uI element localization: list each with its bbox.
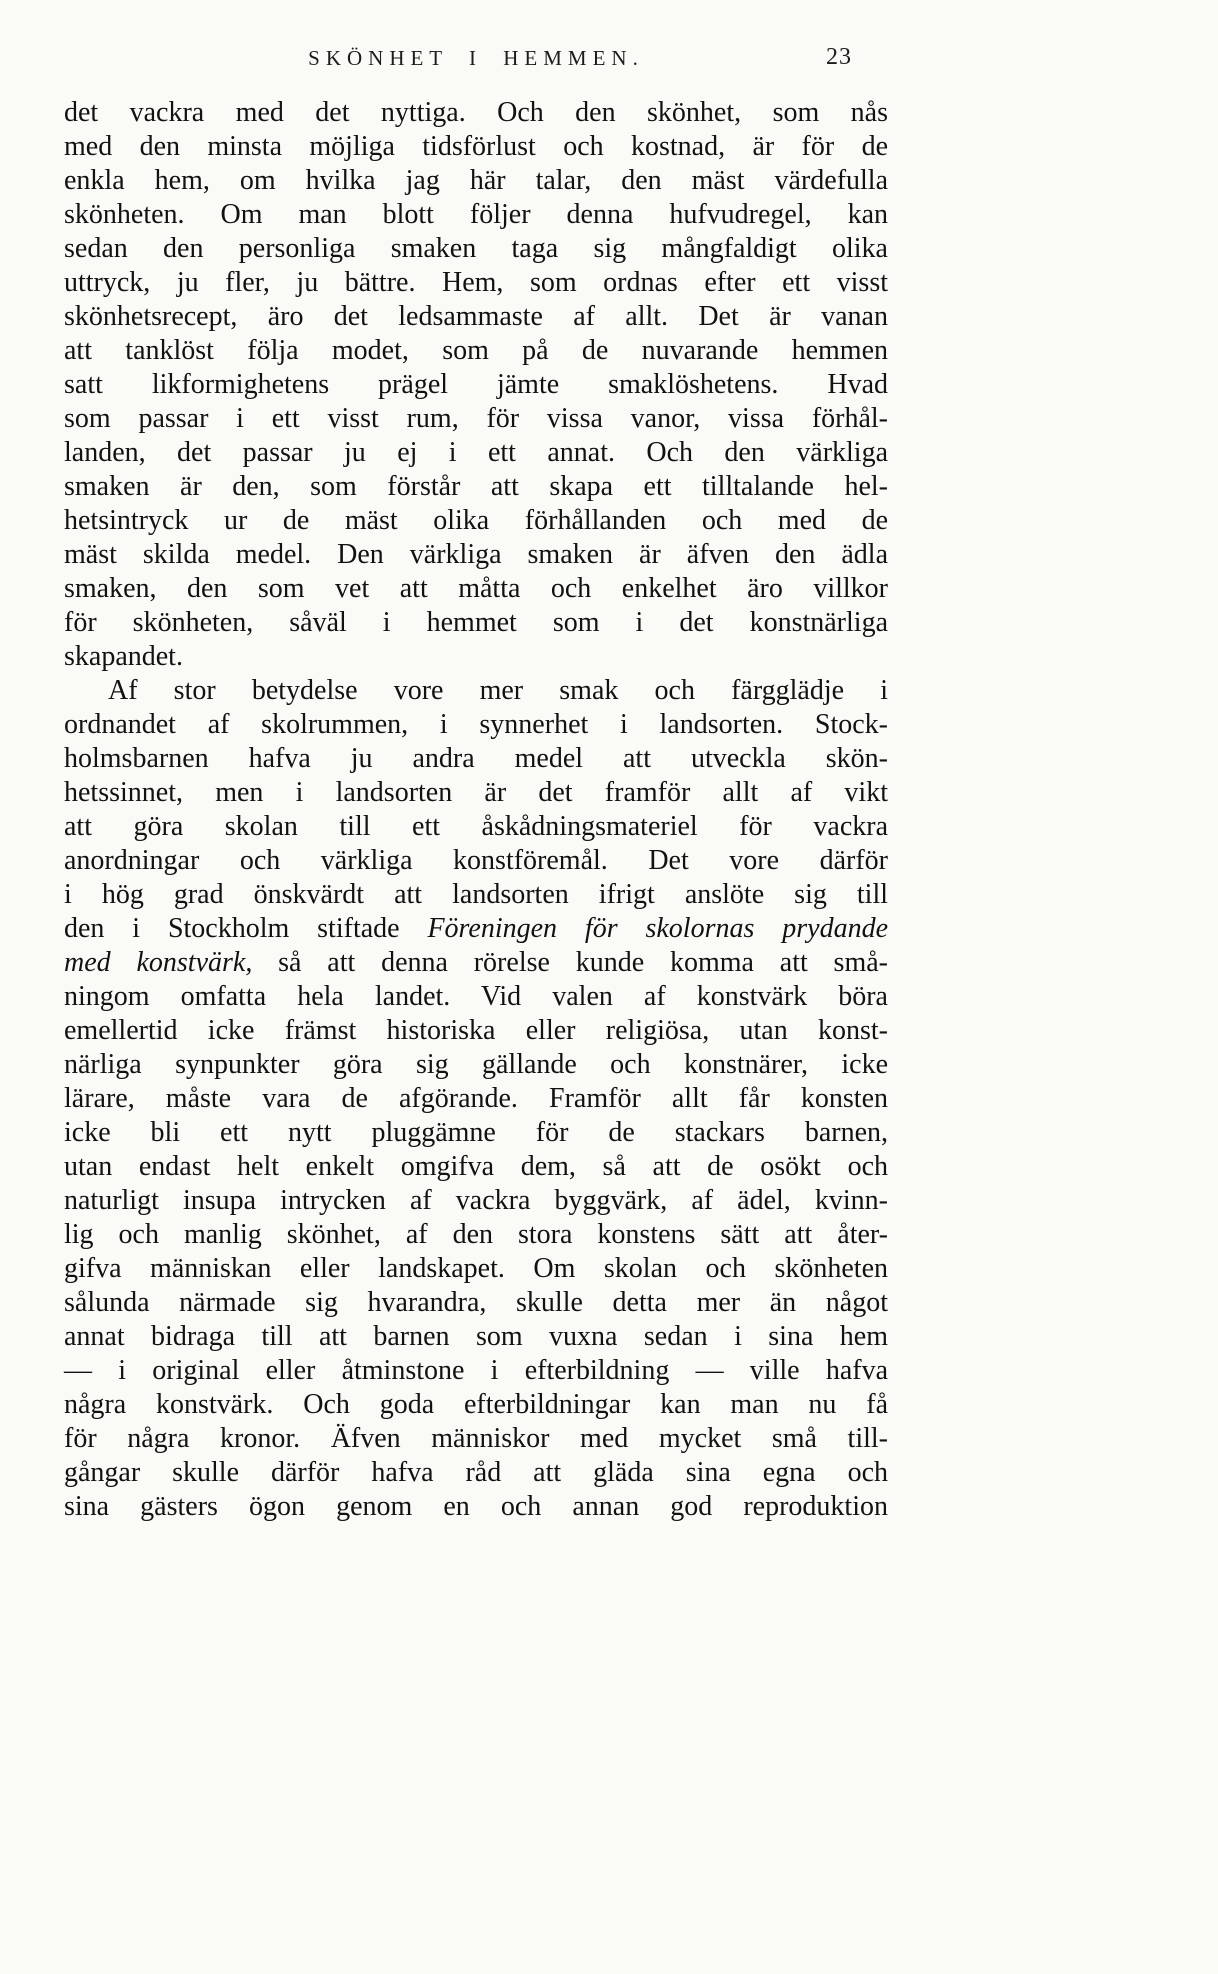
text-line [64, 1116, 888, 1150]
text-run: skönheten. Om man blott följer denna hufvudregel, kan [64, 199, 888, 230]
text-run: smaken är den, som förstår att skapa ett tilltalande hel- [64, 471, 888, 502]
text-run: ordnandet af skolrummen, i synnerhet i landsorten. Stock- [64, 709, 888, 740]
book-page [64, 38, 888, 1524]
text-run: mäst skilda medel. Den värkliga smaken är äfven den ädla [64, 539, 888, 570]
text-run: lig och manlig skönhet, af den stora konstens sätt att åter- [64, 1219, 888, 1250]
page-number: 23 [826, 44, 852, 70]
text-line [64, 368, 888, 402]
text-run: lärare, måste vara de afgörande. Framför allt får konsten [64, 1083, 888, 1114]
text-line [64, 504, 888, 538]
text-line [64, 232, 888, 266]
text-line [64, 980, 888, 1014]
text-run: — i original eller åtminstone i efterbildning — ville hafva [64, 1355, 888, 1386]
text-run: gångar skulle därför hafva råd att gläda sina egna och [64, 1457, 888, 1488]
text-run: som passar i ett visst rum, för vissa vanor, vissa förhål- [64, 403, 888, 434]
text-line [64, 538, 888, 572]
text-run: ningom omfatta hela landet. Vid valen af konstvärk böra [64, 981, 888, 1012]
text-line [64, 1014, 888, 1048]
text-run: naturligt insupa intrycken af vackra byggvärk, af ädel, kvinn- [64, 1185, 888, 1216]
text-run: sålunda närmade sig hvarandra, skulle detta mer än något [64, 1287, 888, 1318]
text-line [64, 810, 888, 844]
text-line [64, 708, 888, 742]
text-line [64, 130, 888, 164]
text-line [64, 572, 888, 606]
text-run: så att denna rörelse kunde komma att små- [252, 947, 888, 978]
text-run: utan endast helt enkelt omgifva dem, så att de osökt och [64, 1151, 888, 1182]
text-run: sedan den personliga smaken taga sig mångfaldigt olika [64, 233, 888, 264]
text-line [64, 606, 888, 640]
text-line [64, 436, 888, 470]
text-run: landen, det passar ju ej i ett annat. Och den värkliga [64, 437, 888, 468]
italic-text-run: med konstvärk, [64, 947, 253, 978]
text-run: Af stor betydelse vore mer smak och färgglädje i [108, 675, 888, 706]
text-run: för några kronor. Äfven människor med mycket små till- [64, 1423, 888, 1454]
text-line [64, 1082, 888, 1116]
text-run: några konstvärk. Och goda efterbildningar kan man nu få [64, 1389, 888, 1420]
text-line [64, 198, 888, 232]
text-run: smaken, den som vet att måtta och enkelhet äro villkor [64, 573, 888, 604]
text-run: i hög grad önskvärdt att landsorten ifrigt anslöte sig till [64, 879, 888, 910]
text-run: annat bidraga till att barnen som vuxna sedan i sina hem [64, 1321, 888, 1352]
text-run: holmsbarnen hafva ju andra medel att utveckla skön- [64, 743, 888, 774]
text-line [64, 1388, 888, 1422]
text-run: icke bli ett nytt pluggämne för de stackars barnen, [64, 1117, 888, 1148]
text-run: sina gästers ögon genom en och annan god reproduktion [64, 1491, 888, 1522]
text-line [64, 674, 888, 708]
text-line [64, 334, 888, 368]
text-run: för skönheten, såväl i hemmet som i det konstnärliga [64, 607, 888, 638]
text-line [64, 912, 888, 946]
text-run: hetsintryck ur de mäst olika förhållanden och med de [64, 505, 888, 536]
paragraph [64, 674, 888, 1524]
text-run: skapandet. [64, 641, 183, 672]
text-line [64, 1422, 888, 1456]
text-line [64, 1286, 888, 1320]
paragraph [64, 96, 888, 674]
text-line [64, 300, 888, 334]
text-line [64, 946, 888, 980]
text-run: emellertid icke främst historiska eller religiösa, utan konst- [64, 1015, 888, 1046]
text-run: skönhetsrecept, äro det ledsammaste af allt. Det är vanan [64, 301, 888, 332]
text-run: enkla hem, om hvilka jag här talar, den mäst värdefulla [64, 165, 888, 196]
text-run: uttryck, ju fler, ju bättre. Hem, som ordnas efter ett visst [64, 267, 888, 298]
text-run: med den minsta möjliga tidsförlust och kostnad, är för de [64, 131, 888, 162]
text-run: närliga synpunkter göra sig gällande och konstnärer, icke [64, 1049, 888, 1080]
text-line [64, 742, 888, 776]
text-line [64, 1184, 888, 1218]
text-run: att göra skolan till ett åskådningsmateriel för vackra [64, 811, 888, 842]
text-line [64, 96, 888, 130]
text-line [64, 640, 888, 674]
text-line [64, 1320, 888, 1354]
text-line [64, 470, 888, 504]
text-run: det vackra med det nyttiga. Och den skönhet, som nås [64, 97, 888, 128]
text-line [64, 164, 888, 198]
text-line [64, 1354, 888, 1388]
text-line [64, 844, 888, 878]
page-header [64, 38, 888, 80]
text-line [64, 1048, 888, 1082]
text-run: att tanklöst följa modet, som på de nuvarande hemmen [64, 335, 888, 366]
text-body [64, 96, 888, 1524]
text-line [64, 878, 888, 912]
text-line [64, 402, 888, 436]
text-line [64, 266, 888, 300]
running-title: SKÖNHET I HEMMEN. [308, 46, 644, 70]
text-run: satt likformighetens prägel jämte smaklöshetens. Hvad [64, 369, 888, 400]
text-line [64, 1218, 888, 1252]
text-run: den i Stockholm stiftade [64, 913, 428, 944]
text-line [64, 1252, 888, 1286]
text-line [64, 1150, 888, 1184]
text-line [64, 1490, 888, 1524]
text-run: anordningar och värkliga konstföremål. Det vore därför [64, 845, 888, 876]
text-run: gifva människan eller landskapet. Om skolan och skönheten [64, 1253, 888, 1284]
text-line [64, 1456, 888, 1490]
italic-text-run: Föreningen för skolornas prydande [427, 913, 888, 944]
text-line [64, 776, 888, 810]
text-run: hetssinnet, men i landsorten är det framför allt af vikt [64, 777, 888, 808]
